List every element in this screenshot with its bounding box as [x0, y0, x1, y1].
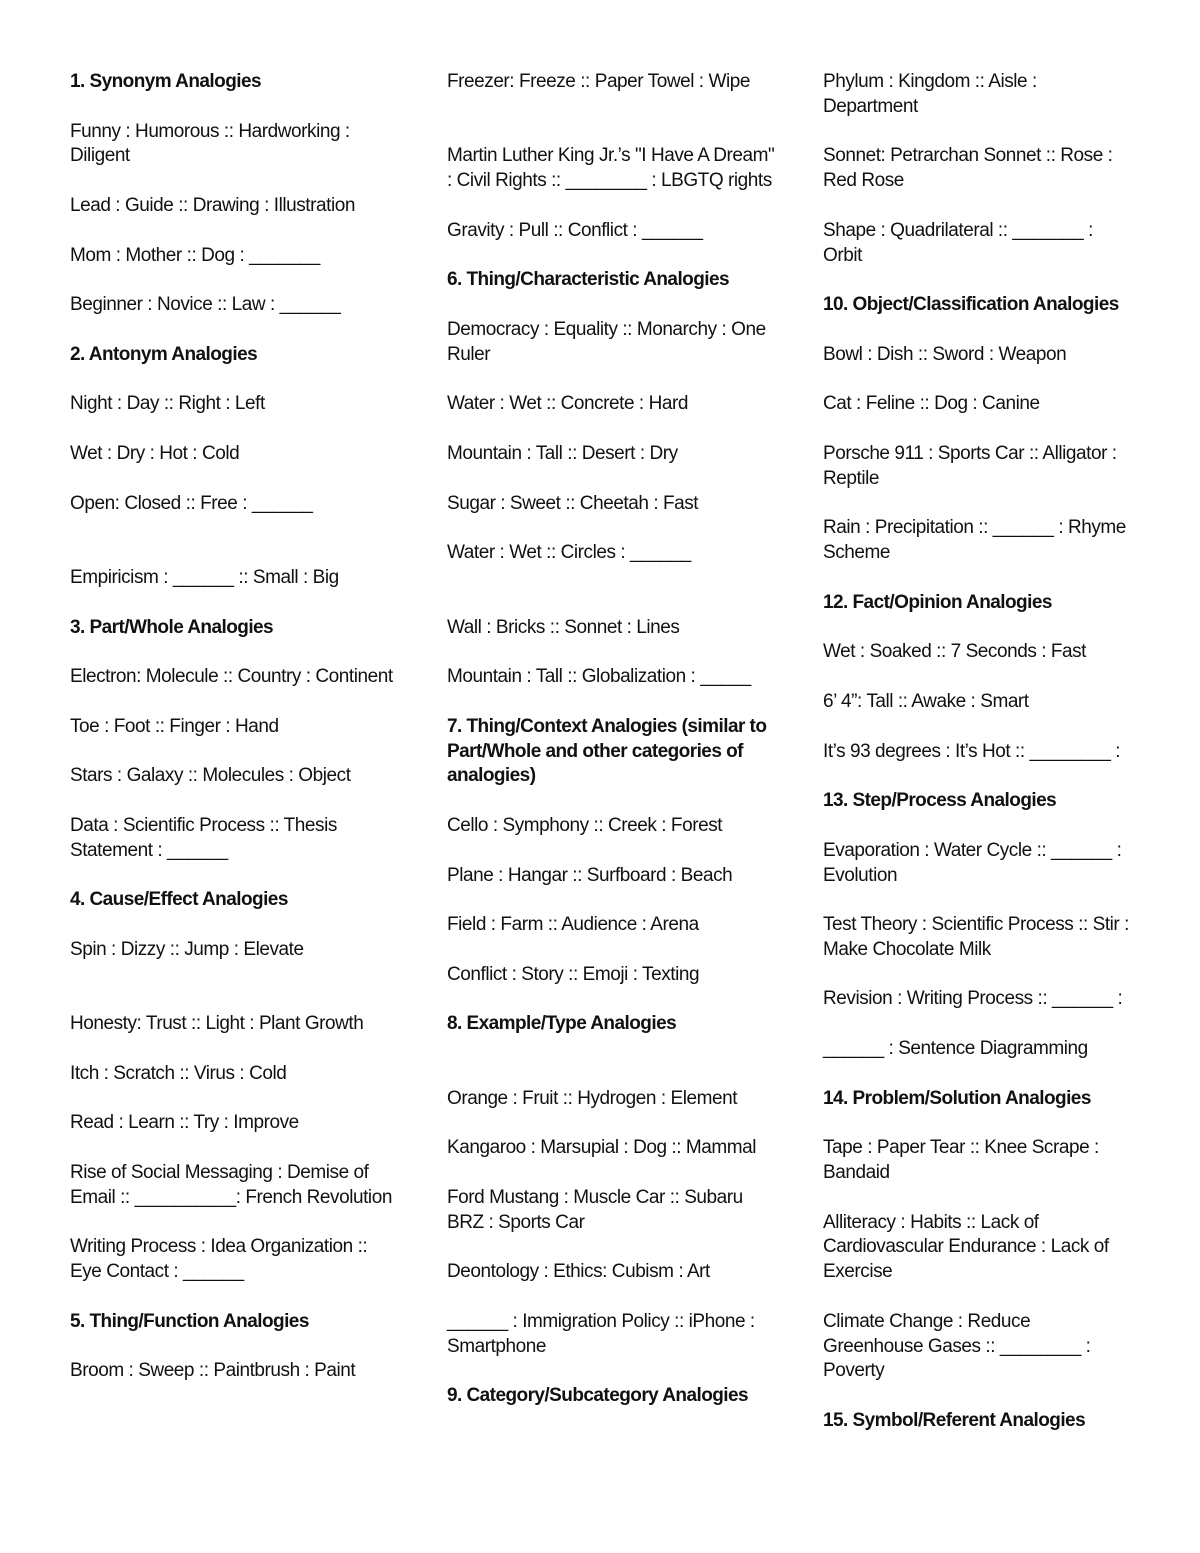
analogy-line: Orange : Fruit :: Hydrogen : Element: [447, 1087, 738, 1109]
analogy-line: Honesty: Trust :: Light : Plant Growth: [70, 1013, 364, 1035]
section-heading: 7. Thing/Context Analogies (similar to Part/Whole and other categories of analogies): [447, 715, 767, 787]
analogy-line: Electron: Molecule :: Country : Continent: [70, 666, 393, 688]
analogy-line: Mom : Mother :: Dog : _______: [70, 244, 320, 266]
blank-line: [447, 1062, 777, 1087]
analogy-line: Lead : Guide :: Drawing : Illustration: [70, 194, 355, 216]
column-1: [70, 70, 400, 1409]
section-heading: 9. Category/Subcategory Analogies: [447, 1385, 749, 1407]
analogy-line: Water : Wet :: Concrete : Hard: [447, 393, 688, 415]
analogy-line: Tape : Paper Tear :: Knee Scrape : Bandaid: [823, 1137, 1099, 1184]
analogy-line: ______ : Immigration Policy :: iPhone : Smartphone: [447, 1310, 755, 1357]
analogy-line: Martin Luther King Jr.’s "I Have A Dream" : Civil Rights :: ________ : LBGTQ rights: [447, 145, 775, 192]
section-heading: 4. Cause/Effect Analogies: [70, 889, 288, 911]
analogy-line: Wet : Dry : Hot : Cold: [70, 442, 240, 464]
blank-line: [70, 987, 400, 1012]
analogy-line: Ford Mustang : Muscle Car :: Subaru BRZ : Sports Car: [447, 1186, 743, 1233]
section-heading: 2. Antonym Analogies: [70, 343, 258, 365]
analogy-line: Climate Change : Reduce Greenhouse Gases :: ________ : Poverty: [823, 1310, 1091, 1382]
analogy-line: Mountain : Tall :: Globalization : _____: [447, 666, 751, 688]
column-2: [447, 70, 777, 1434]
section-heading: 8. Example/Type Analogies: [447, 1013, 677, 1035]
analogy-line: Alliteracy : Habits :: Lack of Cardiovascular Endurance : Lack of Exercise: [823, 1211, 1109, 1283]
analogy-line: Beginner : Novice :: Law : ______: [70, 294, 341, 316]
analogy-line: Conflict : Story :: Emoji : Texting: [447, 963, 700, 985]
analogy-line: Democracy : Equality :: Monarchy : One Ruler: [447, 318, 766, 365]
analogy-line: Wet : Soaked :: 7 Seconds : Fast: [823, 641, 1087, 663]
analogy-line: Deontology : Ethics: Cubism : Art: [447, 1261, 710, 1283]
section-heading: 3. Part/Whole Analogies: [70, 616, 274, 638]
analogy-line: Wall : Bricks :: Sonnet : Lines: [447, 616, 680, 638]
section-heading: 1. Synonym Analogies: [70, 71, 262, 92]
analogy-line: Empiricism : ______ :: Small : Big: [70, 566, 339, 588]
section-heading: 6. Thing/Characteristic Analogies: [447, 269, 730, 291]
analogy-line: Kangaroo : Marsupial : Dog :: Mammal: [447, 1137, 757, 1159]
analogy-line: Night : Day :: Right : Left: [70, 393, 265, 415]
analogy-line: Sonnet: Petrarchan Sonnet :: Rose : Red Rose: [823, 145, 1113, 192]
analogy-line: 6’ 4”: Tall :: Awake : Smart: [823, 690, 1029, 712]
analogy-line: Rise of Social Messaging : Demise of Email :: __________: French Revolution: [70, 1162, 392, 1208]
analogy-line: Water : Wet :: Circles : ______: [447, 542, 691, 564]
analogy-line: Mountain : Tall :: Desert : Dry: [447, 442, 678, 464]
analogy-line: Toe : Foot :: Finger : Hand: [70, 715, 279, 737]
blank-line: [447, 591, 777, 616]
analogy-line: Shape : Quadrilateral :: _______ : Orbit: [823, 219, 1093, 266]
analogy-line: Spin : Dizzy :: Jump : Elevate: [70, 938, 304, 960]
section-heading: 12. Fact/Opinion Analogies: [823, 591, 1052, 613]
analogy-line: Freezer: Freeze :: Paper Towel : Wipe: [447, 71, 750, 92]
section-heading: 14. Problem/Solution Analogies: [823, 1087, 1091, 1109]
analogy-line: Data : Scientific Process :: Thesis Statement : ______: [70, 814, 337, 861]
analogy-line: Bowl : Dish :: Sword : Weapon: [823, 343, 1067, 365]
analogy-line: Plane : Hangar :: Surfboard : Beach: [447, 864, 733, 886]
analogy-line: Broom : Sweep :: Paintbrush : Paint: [70, 1360, 356, 1382]
section-heading: 10. Object/Classification Analogies: [823, 294, 1119, 316]
section-heading: 5. Thing/Function Analogies: [70, 1310, 309, 1332]
analogy-line: Cello : Symphony :: Creek : Forest: [447, 814, 723, 836]
analogy-line: Writing Process : Idea Organization :: Eye Contact : ______: [70, 1236, 368, 1283]
analogy-line: Stars : Galaxy :: Molecules : Object: [70, 765, 351, 787]
analogy-line: Test Theory : Scientific Process :: Stir : Make Chocolate Milk: [823, 914, 1129, 960]
analogy-line: Phylum : Kingdom :: Aisle : Department: [823, 71, 1037, 117]
section-heading: 15. Symbol/Referent Analogies: [823, 1410, 1086, 1432]
section-heading: 13. Step/Process Analogies: [823, 790, 1057, 812]
blank-line: [447, 120, 777, 145]
analogy-line: Open: Closed :: Free : ______: [70, 492, 313, 514]
analogy-line: Revision : Writing Process :: ______ :: [823, 988, 1123, 1010]
analogy-line: Porsche 911 : Sports Car :: Alligator : Reptile: [823, 442, 1117, 489]
analogy-line: Cat : Feline :: Dog : Canine: [823, 393, 1040, 415]
analogy-line: Funny : Humorous :: Hardworking : Diligent: [70, 120, 350, 167]
analogy-line: Itch : Scratch :: Virus : Cold: [70, 1062, 287, 1084]
column-3: [823, 70, 1135, 1459]
analogy-line: Evaporation : Water Cycle :: ______ : Evolution: [823, 839, 1122, 886]
analogy-line: Rain : Precipitation :: ______ : Rhyme Scheme: [823, 517, 1126, 564]
analogy-line: Sugar : Sweet :: Cheetah : Fast: [447, 492, 699, 514]
analogy-line: It’s 93 degrees : It’s Hot :: ________ :: [823, 740, 1121, 762]
analogy-line: Gravity : Pull :: Conflict : ______: [447, 219, 703, 241]
analogy-line: Field : Farm :: Audience : Arena: [447, 914, 699, 936]
analogy-line: Read : Learn :: Try : Improve: [70, 1112, 299, 1134]
analogy-line: ______ : Sentence Diagramming: [823, 1038, 1088, 1060]
blank-line: [70, 541, 400, 566]
